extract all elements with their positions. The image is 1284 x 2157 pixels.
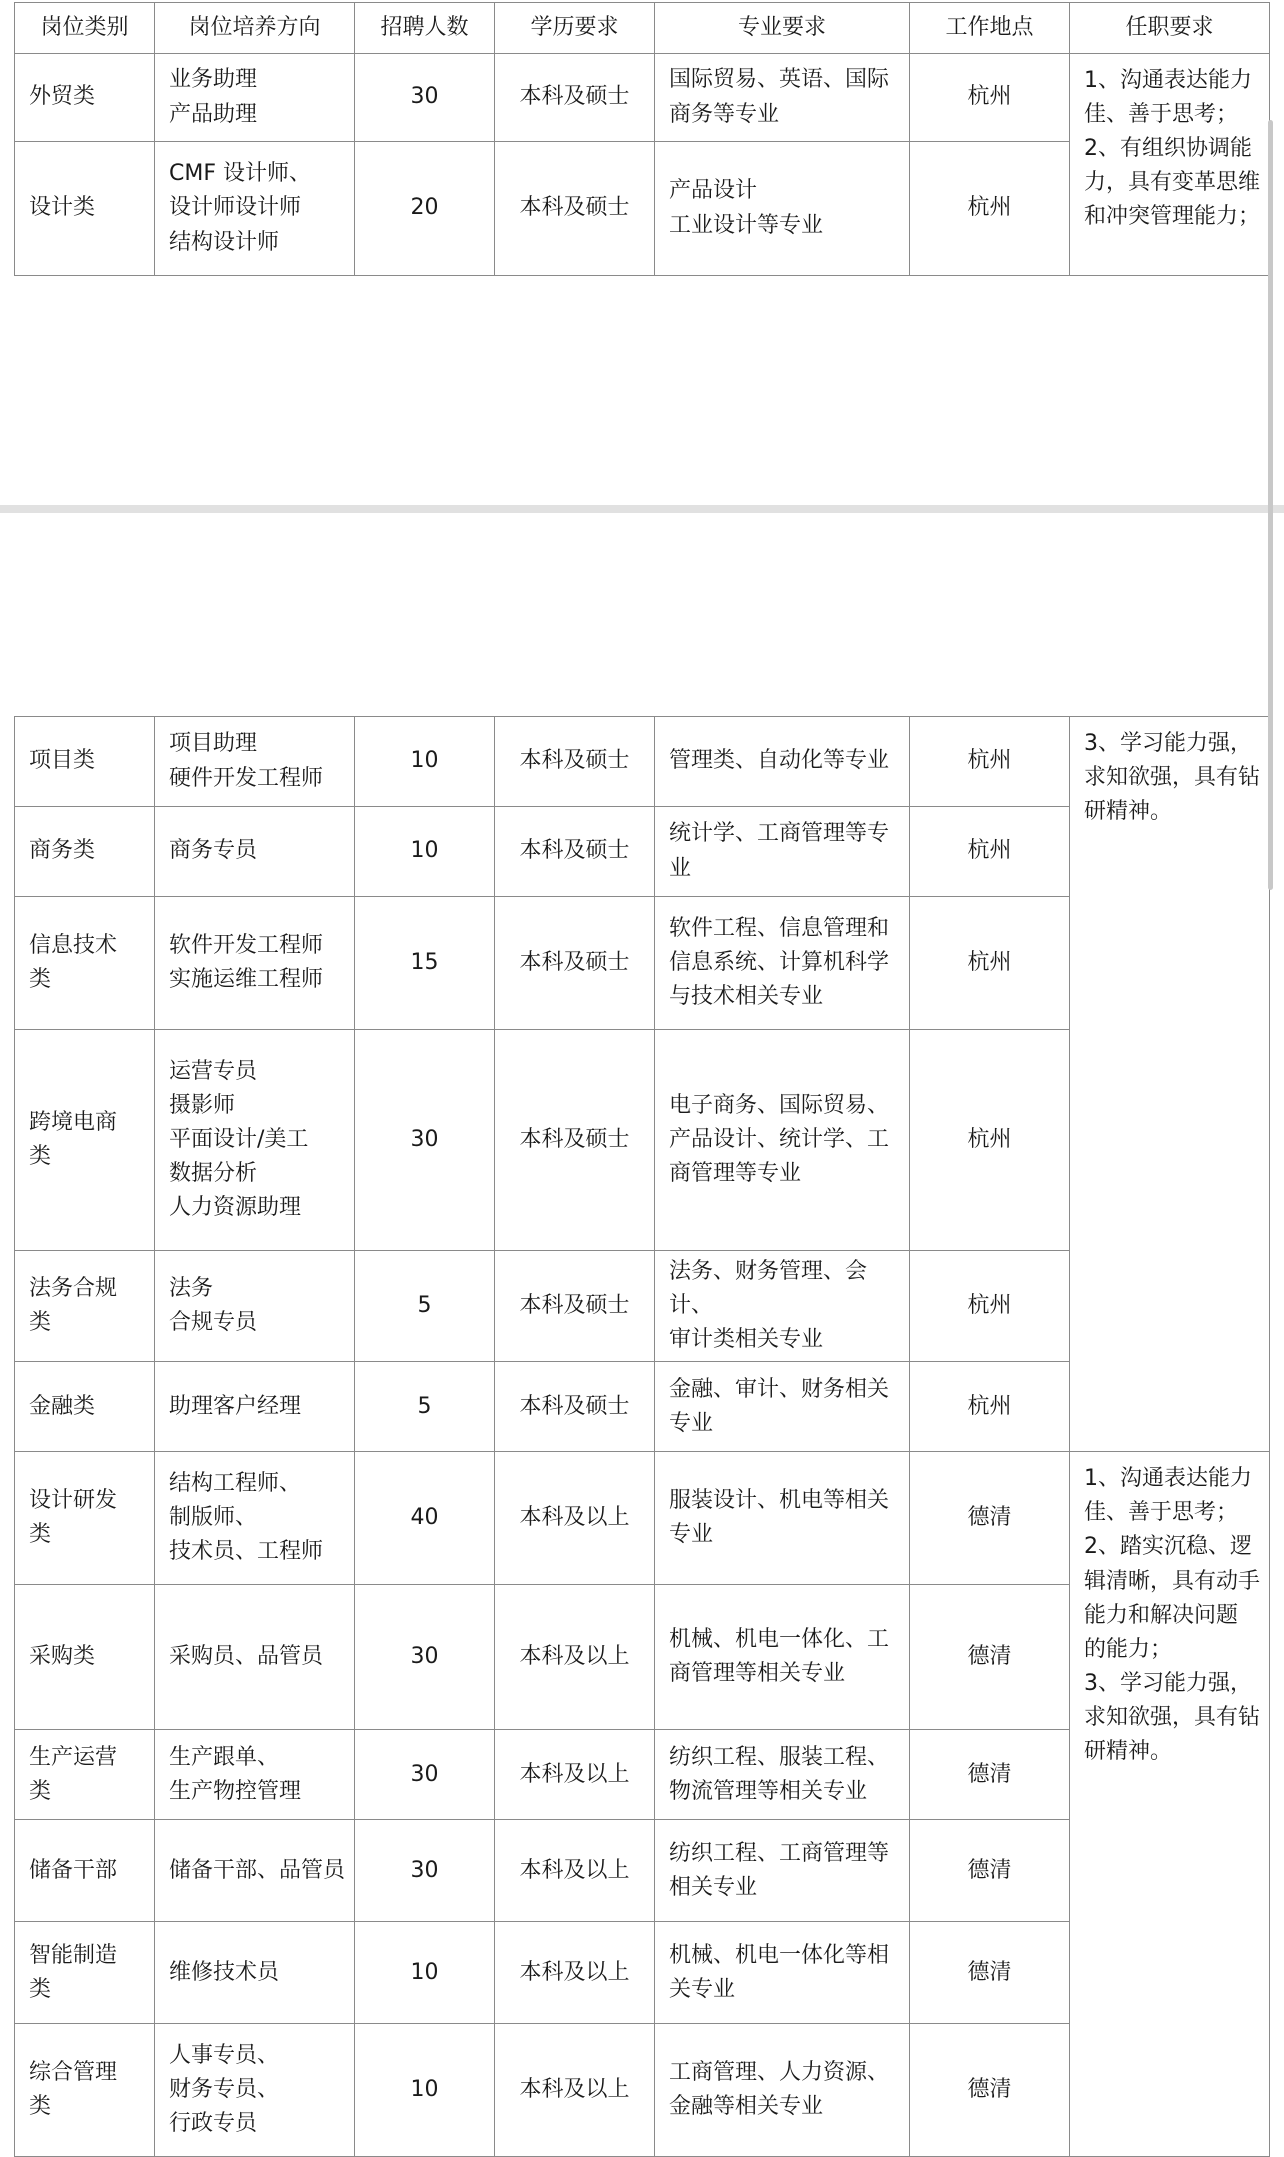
direction-cell [155, 807, 355, 897]
direction-cell-line: 技术员、工程师 [169, 1539, 324, 1565]
count-cell: 30 [355, 1820, 495, 1922]
major-cell-line: 纺织工程、服装工程、 [669, 1744, 890, 1770]
requirements-cell [1070, 54, 1270, 276]
direction-cell-line: 实施运维工程师 [169, 967, 324, 992]
requirements-cell [1070, 1452, 1270, 2157]
direction-cell-line: 摄影师 [169, 1092, 236, 1118]
direction-cell-line: 人事专员、 [169, 2043, 280, 2069]
count-cell: 10 [355, 717, 495, 807]
requirements-cell-line: 佳、善于思考； [1084, 102, 1239, 128]
direction-cell-line: 结构设计师 [169, 229, 280, 255]
recruitment-table-top [14, 2, 1270, 276]
education-cell: 本科及以上 [495, 1585, 655, 1730]
requirements-cell-line: 1、沟通表达能力 [1084, 68, 1252, 93]
scrollbar[interactable] [1268, 120, 1273, 890]
location-cell: 杭州 [910, 1030, 1070, 1251]
direction-cell-line: 运营专员 [169, 1058, 258, 1084]
direction-cell-line: 制版师、 [169, 1505, 258, 1531]
category-cell-line: 类 [29, 1310, 52, 1336]
education-cell: 本科及硕士 [495, 142, 655, 276]
header-major: 专业要求 [655, 3, 910, 54]
direction-cell [155, 1251, 355, 1362]
direction-cell [155, 717, 355, 807]
major-cell-line: 机械、机电一体化、工 [669, 1627, 890, 1653]
major-cell [655, 54, 910, 142]
education-cell: 本科及硕士 [495, 1030, 655, 1251]
category-cell [15, 1585, 155, 1730]
major-cell [655, 2024, 910, 2157]
direction-cell-line: 软件开发工程师 [169, 932, 324, 958]
major-cell [655, 1922, 910, 2024]
requirements-cell-line: 的能力； [1084, 1636, 1173, 1662]
major-cell [655, 1820, 910, 1922]
major-cell-line: 专业 [669, 1522, 714, 1548]
category-cell-line: 类 [29, 1144, 52, 1169]
category-cell-line: 类 [29, 1976, 52, 2002]
page-separator [0, 505, 1284, 513]
category-cell [15, 1922, 155, 2024]
direction-cell [155, 142, 355, 276]
direction-cell [155, 54, 355, 142]
count-cell: 15 [355, 897, 495, 1030]
requirements-cell [1070, 717, 1270, 1452]
major-cell-line: 与技术相关专业 [669, 984, 824, 1010]
major-cell-line: 金融、审计、财务相关 [669, 1376, 890, 1402]
category-cell-line: 类 [29, 967, 52, 992]
category-cell-line: 设计研发 [29, 1488, 118, 1514]
category-cell-line: 储备干部 [29, 1857, 118, 1883]
direction-cell-line: 财务专员、 [169, 2077, 280, 2103]
requirements-cell-line: 2、有组织协调能 [1084, 136, 1252, 162]
header-direction: 岗位培养方向 [155, 3, 355, 54]
category-cell-line: 采购类 [29, 1644, 96, 1670]
major-cell-line: 国际贸易、英语、国际 [669, 67, 890, 93]
direction-cell [155, 1922, 355, 2024]
major-cell-line: 纺织工程、工商管理等 [669, 1840, 890, 1866]
education-cell: 本科及硕士 [495, 807, 655, 897]
category-cell [15, 1362, 155, 1452]
category-cell-line: 法务合规 [29, 1276, 118, 1302]
direction-cell-line: 行政专员 [169, 2111, 258, 2137]
requirements-cell-line: 2、踏实沉稳、逻 [1084, 1534, 1252, 1560]
requirements-cell-line: 能力和解决问题 [1084, 1602, 1239, 1628]
location-cell: 杭州 [910, 54, 1070, 142]
category-cell: 设计类 [15, 142, 155, 276]
major-cell-line: 统计学、工商管理等专 [669, 821, 890, 847]
direction-cell-line: 法务 [169, 1276, 214, 1302]
education-cell: 本科及硕士 [495, 897, 655, 1030]
category-cell-line: 信息技术 [29, 932, 118, 958]
education-cell: 本科及以上 [495, 1820, 655, 1922]
major-cell [655, 807, 910, 897]
location-cell: 杭州 [910, 717, 1070, 807]
header-row [15, 3, 1270, 54]
category-cell [15, 1251, 155, 1362]
direction-cell [155, 1730, 355, 1820]
requirements-cell-line: 1、沟通表达能力 [1084, 1466, 1252, 1492]
location-cell: 德清 [910, 1922, 1070, 2024]
direction-cell-line: 采购员、品管员 [169, 1644, 324, 1670]
count-cell: 5 [355, 1362, 495, 1452]
education-cell: 本科及硕士 [495, 54, 655, 142]
major-cell-line: 相关专业 [669, 1874, 758, 1900]
direction-cell-line: 维修技术员 [169, 1959, 280, 1985]
category-cell [15, 807, 155, 897]
direction-cell [155, 897, 355, 1030]
count-cell: 20 [355, 142, 495, 276]
category-cell-line: 类 [29, 1778, 52, 1804]
major-cell [655, 1585, 910, 1730]
education-cell: 本科及以上 [495, 2024, 655, 2157]
direction-cell-line: CMF 设计师、 [169, 161, 311, 187]
direction-cell-line: 业务助理 [169, 67, 258, 93]
direction-cell-line: 产品助理 [169, 101, 258, 127]
count-cell: 30 [355, 1730, 495, 1820]
direction-cell-line: 生产物控管理 [169, 1778, 302, 1804]
major-cell-line: 商务等专业 [669, 101, 780, 127]
location-cell: 德清 [910, 1585, 1070, 1730]
table-row [15, 54, 1270, 142]
category-cell-line: 类 [29, 1522, 52, 1548]
category-cell-line: 智能制造 [29, 1942, 118, 1968]
category-cell-line: 金融类 [29, 1393, 96, 1419]
major-cell-line: 物流管理等相关专业 [669, 1778, 868, 1804]
count-cell: 10 [355, 807, 495, 897]
count-cell: 30 [355, 54, 495, 142]
requirements-cell-line: 辑清晰，具有动手 [1084, 1568, 1261, 1594]
major-cell [655, 897, 910, 1030]
education-cell: 本科及以上 [495, 1922, 655, 2024]
table-row [15, 717, 1270, 807]
count-cell: 40 [355, 1452, 495, 1585]
requirements-cell-line: 3、学习能力强， [1084, 1670, 1252, 1696]
major-cell-line: 产品设计、统计学、工 [669, 1126, 890, 1152]
major-cell-line: 关专业 [669, 1976, 736, 2002]
category-cell-line: 综合管理 [29, 2060, 118, 2086]
direction-cell-line: 储备干部、品管员 [169, 1857, 346, 1883]
major-cell-line: 商管理等相关专业 [669, 1661, 846, 1687]
category-cell-line: 类 [29, 2094, 52, 2120]
direction-cell [155, 1820, 355, 1922]
count-cell: 10 [355, 1922, 495, 2024]
major-cell-line: 信息系统、计算机科学 [669, 949, 890, 975]
major-cell-line: 产品设计 [669, 178, 758, 204]
requirements-cell-line: 研精神。 [1084, 1739, 1173, 1765]
direction-cell [155, 1030, 355, 1251]
header-category: 岗位类别 [15, 3, 155, 54]
direction-cell [155, 1452, 355, 1585]
direction-cell-line: 设计师设计师 [169, 195, 302, 221]
major-cell-line: 服装设计、机电等相关 [669, 1488, 890, 1514]
requirements-cell-line: 和冲突管理能力； [1084, 204, 1261, 230]
direction-cell-line: 硬件开发工程师 [169, 765, 324, 791]
direction-cell-line: 商务专员 [169, 838, 258, 864]
direction-cell-line: 结构工程师、 [169, 1471, 302, 1497]
major-cell [655, 1251, 910, 1362]
major-cell-line: 软件工程、信息管理和 [669, 915, 890, 941]
location-cell: 德清 [910, 1730, 1070, 1820]
requirements-cell-line: 求知欲强，具有钻 [1084, 765, 1261, 791]
major-cell [655, 717, 910, 807]
category-cell-line: 项目类 [29, 748, 96, 774]
major-cell-line: 工业设计等专业 [669, 212, 824, 238]
location-cell: 杭州 [910, 897, 1070, 1030]
category-cell-line: 商务类 [29, 838, 96, 864]
direction-cell [155, 1362, 355, 1452]
major-cell [655, 1030, 910, 1251]
education-cell: 本科及硕士 [495, 1362, 655, 1452]
direction-cell-line: 助理客户经理 [169, 1393, 302, 1419]
location-cell: 德清 [910, 2024, 1070, 2157]
category-cell [15, 1030, 155, 1251]
major-cell [655, 1730, 910, 1820]
direction-cell-line: 数据分析 [169, 1161, 258, 1187]
major-cell-line: 机械、机电一体化等相 [669, 1942, 890, 1968]
category-cell [15, 717, 155, 807]
major-cell-line: 工商管理、人力资源、 [669, 2060, 890, 2086]
location-cell: 杭州 [910, 807, 1070, 897]
education-cell: 本科及以上 [495, 1452, 655, 1585]
education-cell: 本科及硕士 [495, 1251, 655, 1362]
education-cell: 本科及硕士 [495, 717, 655, 807]
category-cell [15, 1452, 155, 1585]
category-cell [15, 2024, 155, 2157]
requirements-cell-line: 研精神。 [1084, 799, 1173, 825]
location-cell: 杭州 [910, 142, 1070, 276]
category-cell [15, 1730, 155, 1820]
major-cell-line: 审计类相关专业 [669, 1327, 824, 1353]
major-cell-line: 管理类、自动化等专业 [669, 748, 890, 774]
requirements-cell-line: 佳、善于思考； [1084, 1500, 1239, 1526]
direction-cell [155, 1585, 355, 1730]
location-cell: 德清 [910, 1820, 1070, 1922]
direction-cell [155, 2024, 355, 2157]
major-cell [655, 1452, 910, 1585]
major-cell-line: 金融等相关专业 [669, 2094, 824, 2120]
major-cell-line: 业 [669, 855, 692, 881]
header-requirements: 任职要求 [1070, 3, 1270, 54]
direction-cell-line: 生产跟单、 [169, 1744, 280, 1770]
category-cell-line: 跨境电商 [29, 1109, 118, 1135]
location-cell: 杭州 [910, 1362, 1070, 1452]
requirements-cell-line: 力，具有变革思维 [1084, 170, 1261, 196]
header-location: 工作地点 [910, 3, 1070, 54]
major-cell-line: 专业 [669, 1410, 714, 1436]
header-count: 招聘人数 [355, 3, 495, 54]
direction-cell-line: 合规专员 [169, 1310, 258, 1336]
category-cell: 外贸类 [15, 54, 155, 142]
category-cell [15, 1820, 155, 1922]
requirements-cell-line: 3、学习能力强， [1084, 731, 1252, 756]
location-cell: 杭州 [910, 1251, 1070, 1362]
direction-cell-line: 人力资源助理 [169, 1195, 302, 1221]
direction-cell-line: 项目助理 [169, 731, 258, 757]
major-cell-line: 电子商务、国际贸易、 [669, 1092, 890, 1118]
header-education: 学历要求 [495, 3, 655, 54]
table-row [15, 1452, 1270, 1585]
count-cell: 30 [355, 1030, 495, 1251]
major-cell [655, 142, 910, 276]
count-cell: 5 [355, 1251, 495, 1362]
direction-cell-line: 平面设计/美工 [169, 1126, 309, 1152]
education-cell: 本科及以上 [495, 1730, 655, 1820]
count-cell: 10 [355, 2024, 495, 2157]
location-cell: 德清 [910, 1452, 1070, 1585]
major-cell-line: 法务、财务管理、会计、 [669, 1259, 868, 1319]
major-cell-line: 商管理等专业 [669, 1161, 802, 1187]
category-cell-line: 生产运营 [29, 1744, 118, 1770]
recruitment-table-bottom [14, 716, 1270, 2157]
count-cell: 30 [355, 1585, 495, 1730]
category-cell [15, 897, 155, 1030]
major-cell [655, 1362, 910, 1452]
requirements-cell-line: 求知欲强，具有钻 [1084, 1704, 1261, 1730]
